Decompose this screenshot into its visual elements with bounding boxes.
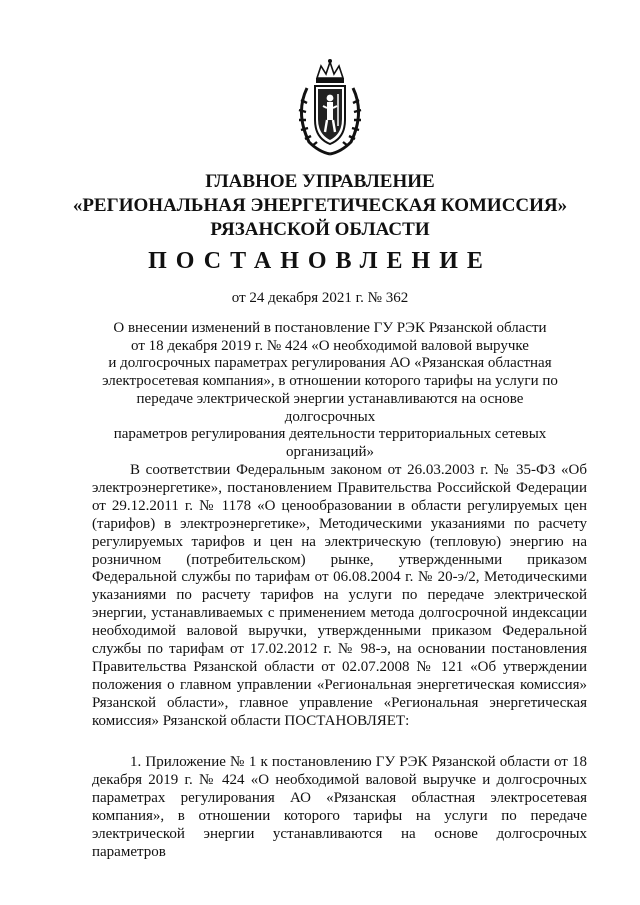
preamble-paragraph	[92, 462, 587, 731]
subject-line: и долгосрочных параметрах регулирования АО «Рязанская областная	[108, 355, 552, 372]
document-subject	[100, 320, 560, 462]
item-1-text: 1. Приложение № 1 к постановлению ГУ РЭК Рязанской области от 18 декабря 2019 г. № 424 «О необходимой валовой выручке и долгосрочных параметрах регулирования АО «Рязанская областная электросетевая компания», в отношении которого тарифы на услуги по передаче электрической энергии устанавливаются на основе долгосрочных параметров	[92, 754, 587, 860]
authority-line-2: «РЕГИОНАЛЬНАЯ ЭНЕРГЕТИЧЕСКАЯ КОМИССИЯ»	[72, 195, 568, 216]
subject-line: О внесении изменений в постановление ГУ РЭК Рязанской области	[113, 320, 547, 336]
document-date-number: от 24 декабря 2021 г. № 362	[231, 290, 409, 306]
authority-line-3: РЯЗАНСКОЙ ОБЛАСТИ	[210, 219, 430, 240]
authority-line-1: ГЛАВНОЕ УПРАВЛЕНИЕ	[205, 171, 435, 192]
subject-line: передаче электрической энергии устанавливаются на основе долгосрочных	[136, 390, 524, 425]
subject-line: электросетевая компания», в отношении которого тарифы на услуги по	[102, 373, 558, 390]
document-type: ПОСТАНОВЛЕНИЕ	[148, 248, 492, 274]
subject-line: организаций»	[285, 443, 375, 460]
subject-line: от 18 декабря 2019 г. № 424 «О необходимой валовой выручке	[131, 337, 529, 354]
ryazan-coat-of-arms-icon	[293, 58, 367, 158]
subject-line: параметров регулирования деятельности территориальных сетевых	[113, 426, 547, 443]
preamble-text: В соответствии Федеральным законом от 26.03.2003 г. № 35-ФЗ «Об электроэнергетике», постановлением Правительства Российской Федерации от 29.12.2011 г. № 1178 «О ценообразовании в области регулируемых цен (тарифов) в электроэнергетике», Методическими указаниями по расчету регулируемых тарифов и цен на электрическую (тепловую) энергию на розничном (потребительском) рынке, утвержденными приказом Федеральной службы по тарифам от 06.08.2004 г. № 20-э/2, Методическими указаниями по расчету тарифов на услуги по передаче электрической энергии, устанавливаемых с применением метода долгосрочной индексации необходимой валовой выручки, утвержденными приказом Федеральной службы по тарифам от 17.02.2012 г. № 98-э, на основании постановления Правительства Рязанской области от 02.07.2008 № 121 «Об утверждении положения о главном управлении «Региональная энергетическая комиссия» Рязанской области», главное управление «Региональная энергетическая комиссия» Рязанской области ПОСТАНОВЛЯЕТ:	[92, 462, 587, 729]
issuing-authority	[0, 170, 640, 242]
item-1-paragraph	[92, 754, 587, 861]
